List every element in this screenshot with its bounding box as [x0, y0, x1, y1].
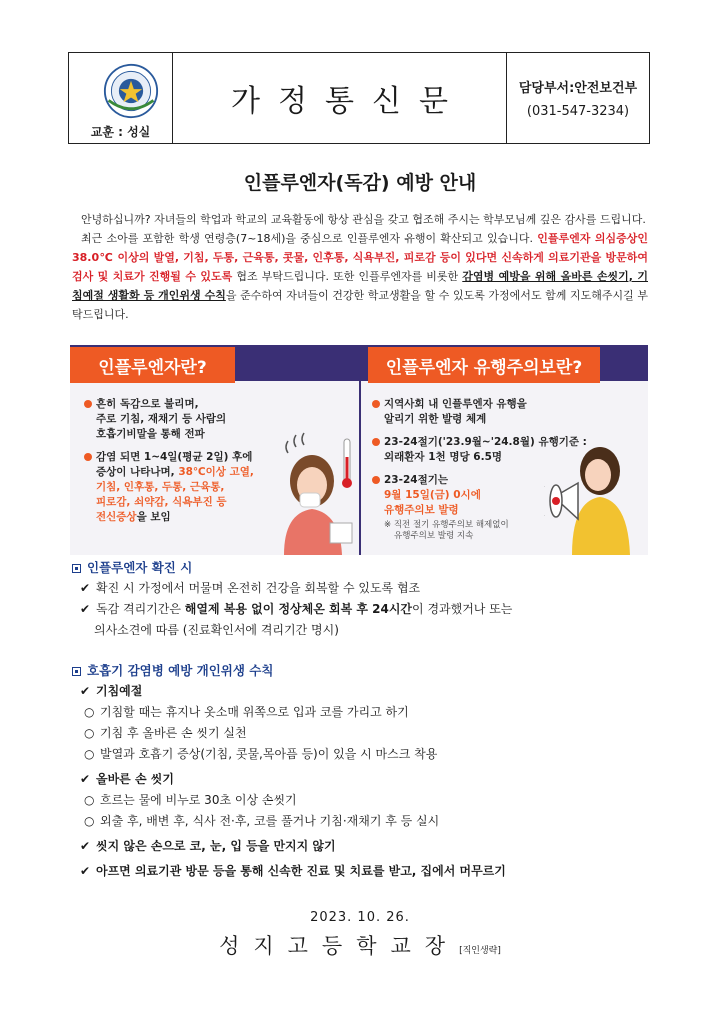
- infographic-divider: [359, 381, 361, 555]
- intro-p2-text-c: 을 준수하여 자녀들이 건강한 학교생활을 할 수 있도록 가정에서도 함께 지도해주시길 부탁드립니다.: [72, 289, 648, 321]
- left-b2-line5a: 전신증상: [96, 511, 137, 523]
- check-icon: ✔: [80, 684, 91, 698]
- right-b1-line2: 알리기 위한 발령 체계: [384, 413, 487, 425]
- hygiene-item-stay-home: [72, 861, 648, 882]
- right-bullet-3: [372, 473, 481, 518]
- cough-item-1: [72, 702, 648, 723]
- circle-bullet-icon: ○: [84, 747, 95, 761]
- cough-item-3-text: 발열과 호흡기 증상(기침, 콧물,목아픔 등)이 있을 시 마스크 착용: [100, 747, 438, 761]
- left-b1-line3: 호흡기비말을 통해 전파: [96, 428, 205, 440]
- school-logo-icon: [103, 63, 159, 119]
- section2-heading: [72, 660, 648, 681]
- left-b1-line1: 흔히 독감으로 불리며,: [96, 398, 199, 410]
- circle-bullet-icon: ○: [84, 726, 95, 740]
- right-note-line1: ※ 직전 절기 유행주의보 해제없이: [384, 520, 509, 530]
- epidemic-advisory-tag: 인플루엔자 유행주의보란?: [368, 347, 600, 383]
- logo-cell: [69, 53, 173, 143]
- right-b2-line1: 23-24절기('23.9월~'24.8월) 유행기준 :: [384, 436, 587, 448]
- school-signature: [0, 930, 720, 960]
- section2-title: 호흡기 감염병 예방 개인위생 수칙: [87, 663, 274, 678]
- circle-bullet-icon: ○: [84, 793, 95, 807]
- right-bullet-1: [372, 397, 527, 427]
- section1-item-1: [72, 578, 648, 599]
- left-b2-line5b: 을 보임: [136, 511, 171, 523]
- contact-cell: [507, 53, 649, 143]
- section-hygiene-rules: [72, 660, 648, 882]
- cough-item-1-text: 기침할 때는 휴지나 옷소매 위쪽으로 입과 코를 가리고 하기: [100, 705, 409, 719]
- check-icon: ✔: [80, 864, 91, 878]
- check-icon: ✔: [80, 581, 91, 595]
- handwash-item-2: [72, 811, 648, 832]
- section1-item-2: [72, 599, 648, 620]
- intro-p2-text-b: 협조 부탁드립니다. 또한 인플루엔자를 비롯한: [232, 270, 463, 283]
- left-bullet-1: [84, 397, 226, 442]
- check-icon: ✔: [80, 602, 91, 616]
- what-is-influenza-tag: 인플루엔자란?: [70, 347, 235, 383]
- section-confirmed-case: [72, 557, 648, 641]
- intro-p2-symptoms: 인플루엔자 의심증상인 38.0℃ 이상의 발열, 기침, 두통, 근육통, 콧물, 인후통, 식욕부진, 피로감 등이 있다면 신속하게 의료기관을 방문하여 검사 및 치료가 진행될 수 있도록: [72, 232, 648, 283]
- left-b1-line2: 주로 기침, 재채기 등 사람의: [96, 413, 227, 425]
- handwash-item-1: [72, 790, 648, 811]
- left-b2-line1: 감염 되면 1~4일(평균 2일) 후에: [96, 451, 253, 463]
- right-b1-line1: 지역사회 내 인플루엔자 유행을: [384, 398, 527, 410]
- sick-person-illustration: [266, 423, 358, 555]
- bullet-icon: [84, 400, 92, 408]
- left-b2-line2b: 38℃이상 고열,: [178, 466, 254, 478]
- intro-text: [72, 210, 648, 324]
- stay-home-text: 아프면 의료기관 방문 등을 통해 신속한 진료 및 치료를 받고, 집에서 머무르기: [96, 864, 506, 878]
- section1-item-1-text: 확진 시 가정에서 머물며 온전히 건강을 회복할 수 있도록 협조: [96, 581, 421, 595]
- square-bullet-icon: [72, 564, 81, 573]
- left-bullet-2: [84, 450, 254, 525]
- right-b3-line2: 9월 15일(금) 0시에: [384, 489, 481, 501]
- check-icon: ✔: [80, 772, 91, 786]
- hygiene-item-no-touch: [72, 836, 648, 857]
- handwash-item-2-text: 외출 후, 배변 후, 식사 전·후, 코를 풀거나 기침·재채기 후 등 실시: [100, 814, 440, 828]
- bullet-icon: [84, 453, 92, 461]
- section1-item-2-text-a: 독감 격리기간은: [96, 602, 185, 616]
- circle-bullet-icon: ○: [84, 705, 95, 719]
- cough-item-2-text: 기침 후 올바른 손 씻기 실천: [100, 726, 247, 740]
- section1-item-2-text-c: 이 경과했거나 또는: [412, 602, 513, 616]
- right-b3-line3: 유행주의보 발령: [384, 504, 459, 516]
- phone-number: (031-547-3234): [526, 104, 630, 119]
- check-icon: ✔: [80, 839, 91, 853]
- right-b2-line2: 외래환자 1천 명당 6.5명: [384, 451, 503, 463]
- hygiene-group-handwash: [72, 769, 648, 790]
- cough-item-3: [72, 744, 648, 765]
- group1-label: 기침예절: [96, 684, 143, 698]
- bullet-icon: [372, 476, 380, 484]
- intro-paragraph-2: [72, 229, 648, 324]
- section1-item-2-line2: 의사소견에 따름 (진료확인서에 격리기간 명시): [94, 623, 339, 637]
- school-name: 성지고등학교장: [219, 934, 460, 958]
- megaphone-person-illustration: [544, 437, 644, 555]
- seal-omitted: [직인생략]: [459, 946, 501, 956]
- header-table: [68, 52, 650, 144]
- left-b2-line4: 피로감, 쇠약감, 식욕부진 등: [96, 496, 227, 508]
- left-b2-line3: 기침, 인후통, 두통, 근육통,: [96, 481, 225, 493]
- left-b2-line2a: 증상이 나타나며,: [96, 466, 179, 478]
- section1-item-2-text-b: 해열제 복용 없이 정상체온 회복 후 24시간: [184, 602, 413, 616]
- hygiene-group-cough: [72, 681, 648, 702]
- bullet-icon: [372, 400, 380, 408]
- issue-date: 2023. 10. 26.: [310, 910, 410, 925]
- circle-bullet-icon: ○: [84, 814, 95, 828]
- school-motto: 교훈 : 성실: [90, 125, 151, 139]
- square-bullet-icon: [72, 667, 81, 676]
- influenza-infographic: [70, 345, 648, 555]
- title-cell: [173, 53, 507, 143]
- section1-title: 인플루엔자 확진 시: [87, 560, 193, 575]
- intro-p2-hygiene: 감염병 예방을 위해 올바른 손씻기, 기침예절 생활화 등 개인위생 수칙: [72, 270, 648, 302]
- right-note: [384, 520, 509, 542]
- section1-heading: [72, 557, 648, 578]
- group2-label: 올바른 손 씻기: [96, 772, 174, 786]
- department-label: 담당부서:안전보건부: [518, 81, 638, 96]
- document-title: 가정통신문: [231, 84, 466, 119]
- intro-p2-text-a: 최근 소아를 포함한 학생 연령층(7~18세)을 중심으로 인플루엔자 유행이 확산되고 있습니다.: [81, 232, 538, 245]
- cough-item-2: [72, 723, 648, 744]
- no-touch-text: 씻지 않은 손으로 코, 눈, 입 등을 만지지 않기: [96, 839, 336, 853]
- right-b3-line1: 23-24절기는: [384, 474, 449, 486]
- bullet-icon: [372, 438, 380, 446]
- notice-subtitle: 인플루엔자(독감) 예방 안내: [243, 172, 477, 194]
- handwash-item-1-text: 흐르는 물에 비누로 30초 이상 손씻기: [100, 793, 297, 807]
- intro-paragraph-1: 안녕하십니까? 자녀들의 학업과 학교의 교육활동에 항상 관심을 갖고 협조해 주시는 학부모님께 깊은 감사를 드립니다.: [81, 213, 646, 226]
- right-note-line2: 유행주의보 발령 지속: [394, 531, 474, 541]
